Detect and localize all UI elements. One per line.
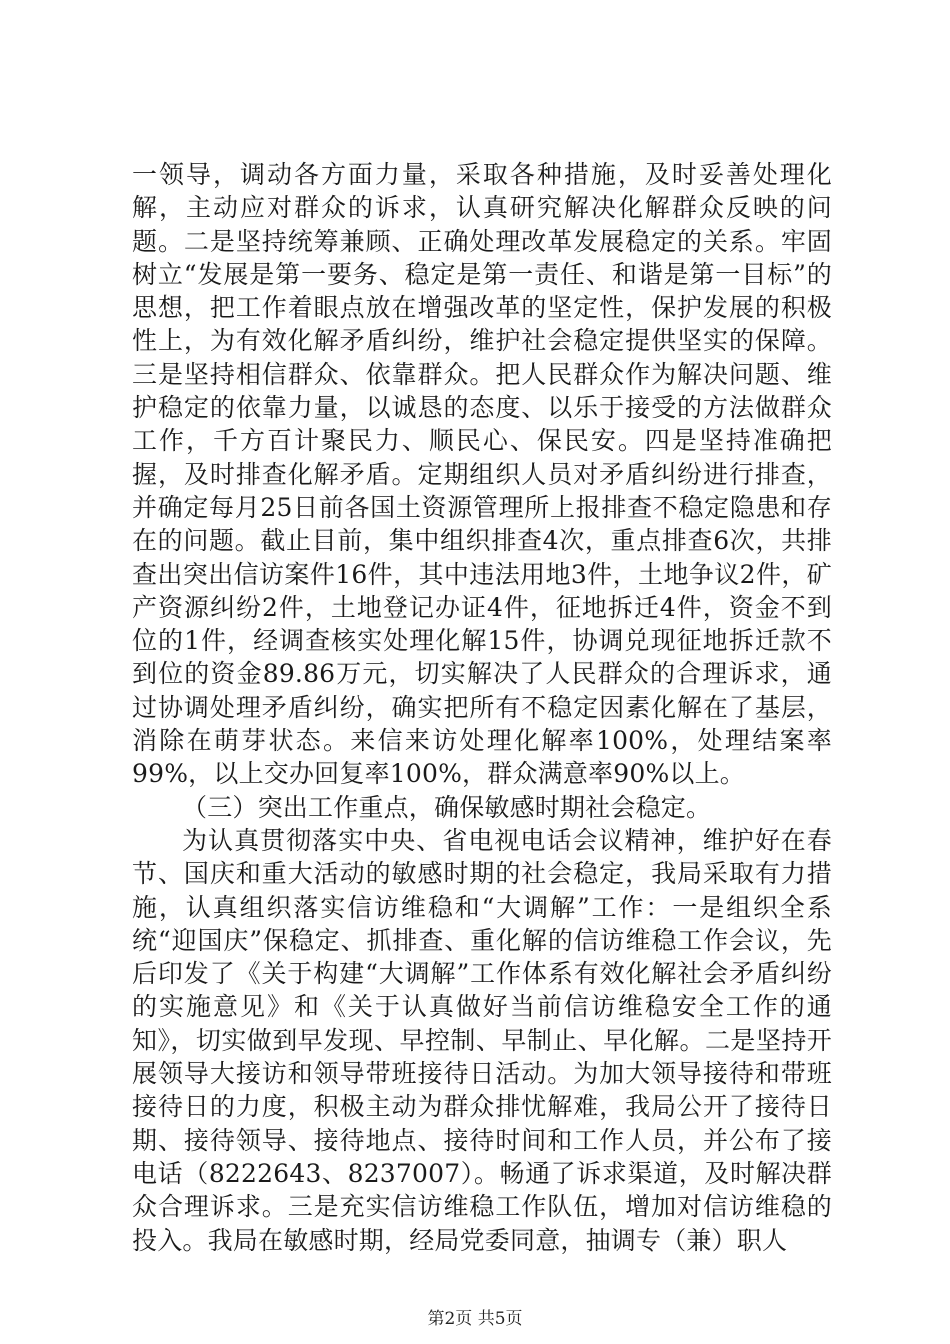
document-body [132, 158, 832, 1257]
page-footer [0, 1304, 950, 1329]
paragraph-continuation: 一领导，调动各方面力量，采取各种措施，及时妥善处理化解，主动应对群众的诉求，认真研究解决化解群众反映的问题。二是坚持统筹兼顾、正确处理改革发展稳定的关系。牢固树立“发展是第一要务、稳定是第一责任、和谐是第一目标”的思想，把工作着眼点放在增强改革的坚定性，保护发展的积极性上，为有效化解矛盾纠纷，维护社会稳定提供坚实的保障。三是坚持相信群众、依靠群众。把人民群众作为解决问题、维护稳定的依靠力量，以诚恳的态度、以乐于接受的方法做群众工作，千方百计聚民力、顺民心、保民安。四是坚持准确把握，及时排查化解矛盾。定期组织人员对矛盾纠纷进行排查，并确定每月25日前各国土资源管理所上报排查不稳定隐患和存在的问题。截止目前，集中组织排查4次，重点排查6次，共排查出突出信访案件16件，其中违法用地3件，土地争议2件，矿产资源纠纷2件，土地登记办证4件，征地拆迁4件，资金不到位的1件，经调查核实处理化解15件，协调兑现征地拆迁款不到位的资金89.86万元，切实解决了人民群众的合理诉求，通过协调处理矛盾纠纷，确实把所有不稳定因素化解在了基层，消除在萌芽状态。来信来访处理化解率100%，处理结案率99%，以上交办回复率100%，群众满意率90%以上。 [132, 160, 832, 789]
section-heading: （三）突出工作重点，确保敏感时期社会稳定。 [182, 792, 712, 822]
paragraph-sensitive-period: 为认真贯彻落实中央、省电视电话会议精神，维护好在春节、国庆和重大活动的敏感时期的社会稳定，我局采取有力措施，认真组织落实信访维稳和“大调解”工作：一是组织全系统“迎国庆”保稳定、抓排查、重化解的信访维稳工作会议，先后印发了《关于构建“大调解”工作体系有效化解社会矛盾纠纷的实施意见》和《关于认真做好当前信访维稳安全工作的通知》，切实做到早发现、早控制、早制止、早化解。二是坚持开展领导大接访和领导带班接待日活动。为加大领导接待和带班接待日的力度，积极主动为群众排忧解难，我局公开了接待日期、接待领导、接待地点、接待时间和工作人员，并公布了接电话（8222643、8237007）。畅通了诉求渠道，及时解决群众合理诉求。三是充实信访维稳工作队伍，增加对信访维稳的投入。我局在敏感时期，经局党委同意，抽调专（兼）职人 [132, 825, 832, 1255]
page-number: 第2页 共5页 [427, 1309, 523, 1329]
